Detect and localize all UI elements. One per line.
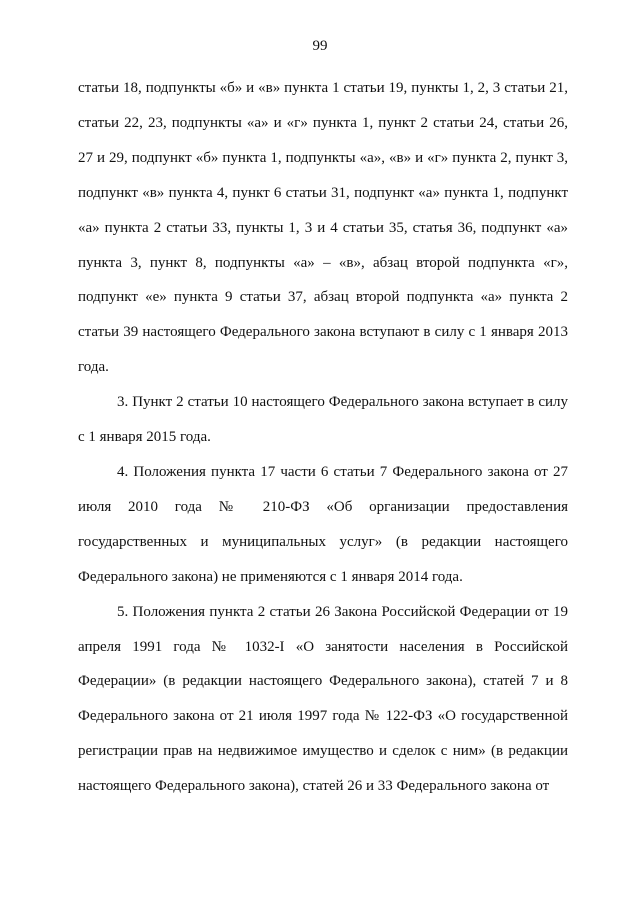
page-number: 99 — [312, 38, 328, 54]
paragraph-item-5: 5. Положения пункта 2 статьи 26 Закона Российской Федерации от 19 апреля 1991 года № 1032-I «О занятости населения в Российской Федерации» (в редакции настоящего Федерального закона), статей 7 и 8 Федерального закона от 21 июля 1997 года № 122-ФЗ «О государственной регистрации прав на недвижимое имущество и сделок с ним» (в редакции настоящего Федерального закона), статей 26 и 33 Федерального закона от — [78, 603, 568, 795]
paragraph-item-4: 4. Положения пункта 17 части 6 статьи 7 Федерального закона от 27 июля 2010 года № 210-ФЗ «Об организации предоставления государственных и муниципальных услуг» (в редакции настоящего Федерального закона) не применяются с 1 января 2014 года. — [78, 463, 568, 585]
document-body — [78, 71, 568, 804]
paragraph-item-3: 3. Пункт 2 статьи 10 настоящего Федерального закона вступает в силу с 1 января 2015 года. — [78, 394, 568, 446]
paragraph-continuation: статьи 18, подпункты «б» и «в» пункта 1 статьи 19, пункты 1, 2, 3 статьи 21, статьи 22, 23, подпункты «а» и «г» пункта 1, пункт 2 статьи 24, статьи 26, 27 и 29, подпункт «б» пункта 1, подпункты «а», «в» и «г» пункта 2, пункт 3, подпункт «в» пункта 4, пункт 6 статьи 31, подпункт «а» пункта 1, подпункт «а» пункта 2 статьи 33, пункты 1, 3 и 4 статьи 35, статья 36, подпункт «а» пункта 3, пункт 8, подпункты «а» – «в», абзац второй подпункта «г», подпункт «е» пункта 9 статьи 37, абзац второй подпункта «а» пункта 2 статьи 39 настоящего Федерального закона вступают в силу с 1 января 2013 года. — [78, 80, 568, 376]
